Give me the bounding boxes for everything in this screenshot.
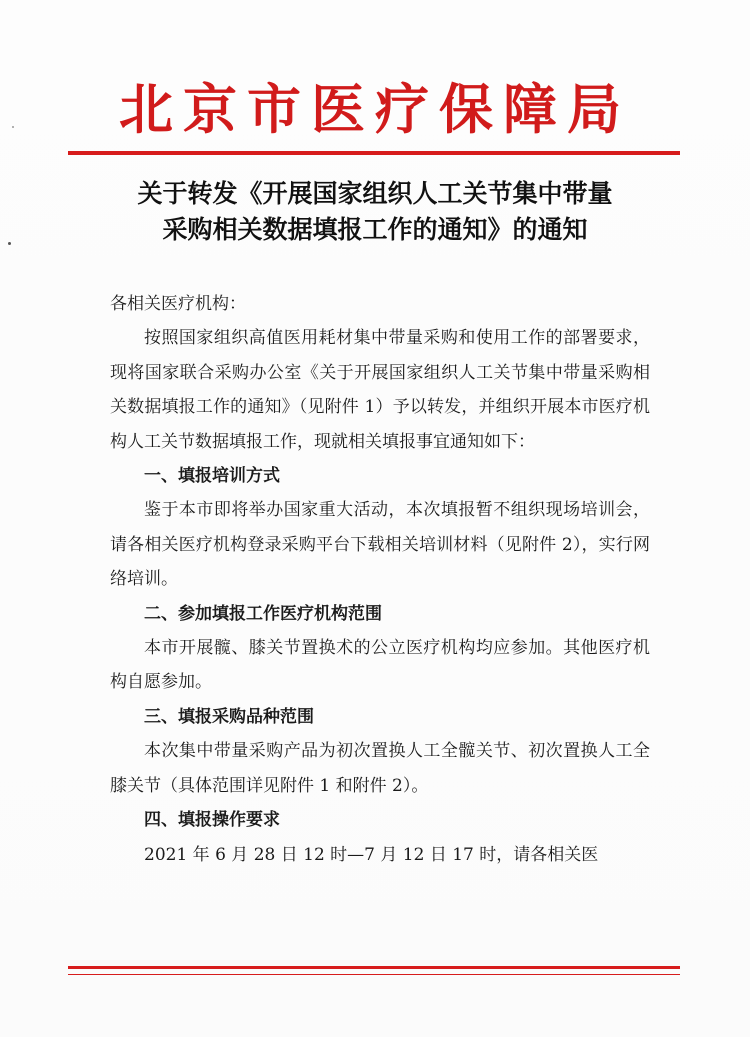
footer-red-rule-thin [68,974,680,975]
letterhead-agency-name: 北京市医疗保障局 [119,77,631,141]
footer-red-rule-thick [68,966,680,969]
salutation: 各相关医疗机构： [110,294,246,314]
scan-speck [8,242,11,245]
document-title-line-1: 关于转发《开展国家组织人工关节集中带量 [137,179,613,208]
section-paragraph-1: 鉴于本市即将举办国家重大活动，本次填报暂不组织现场培训会，请各相关医疗机构登录采购平台下载相关培训材料（见附件 2），实行网络培训。 [110,500,650,590]
scan-speck [12,126,14,128]
section-heading-1: 一、填报培训方式 [144,466,280,487]
section-heading-4: 四、填报操作要求 [144,810,280,831]
section-paragraph-4: 2021 年 6 月 28 日 12 时—7 月 12 日 17 时，请各相关医 [144,844,599,865]
letterhead-red-rule [68,151,680,155]
section-heading-3: 三、填报采购品种范围 [144,706,314,727]
section-paragraph-3: 本次集中带量采购产品为初次置换人工全髋关节、初次置换人工全膝关节（具体范围详见附件 1 和附件 2）。 [110,741,650,796]
document-title-line-2: 采购相关数据填报工作的通知》的通知 [162,215,588,244]
document-title [0,176,750,248]
intro-paragraph: 按照国家组织高值医用耗材集中带量采购和使用工作的部署要求，现将国家联合采购办公室《关于开展国家组织人工关节集中带量采购相关数据填报工作的通知》（见附件 1）予以转发，并组织开展本市医疗机构人工关节数据填报工作，现就相关填报事宜通知如下： [110,328,650,452]
section-paragraph-2: 本市开展髋、膝关节置换术的公立医疗机构均应参加。其他医疗机构自愿参加。 [110,638,650,693]
document-body [110,287,650,872]
section-heading-2: 二、参加填报工作医疗机构范围 [144,603,382,624]
